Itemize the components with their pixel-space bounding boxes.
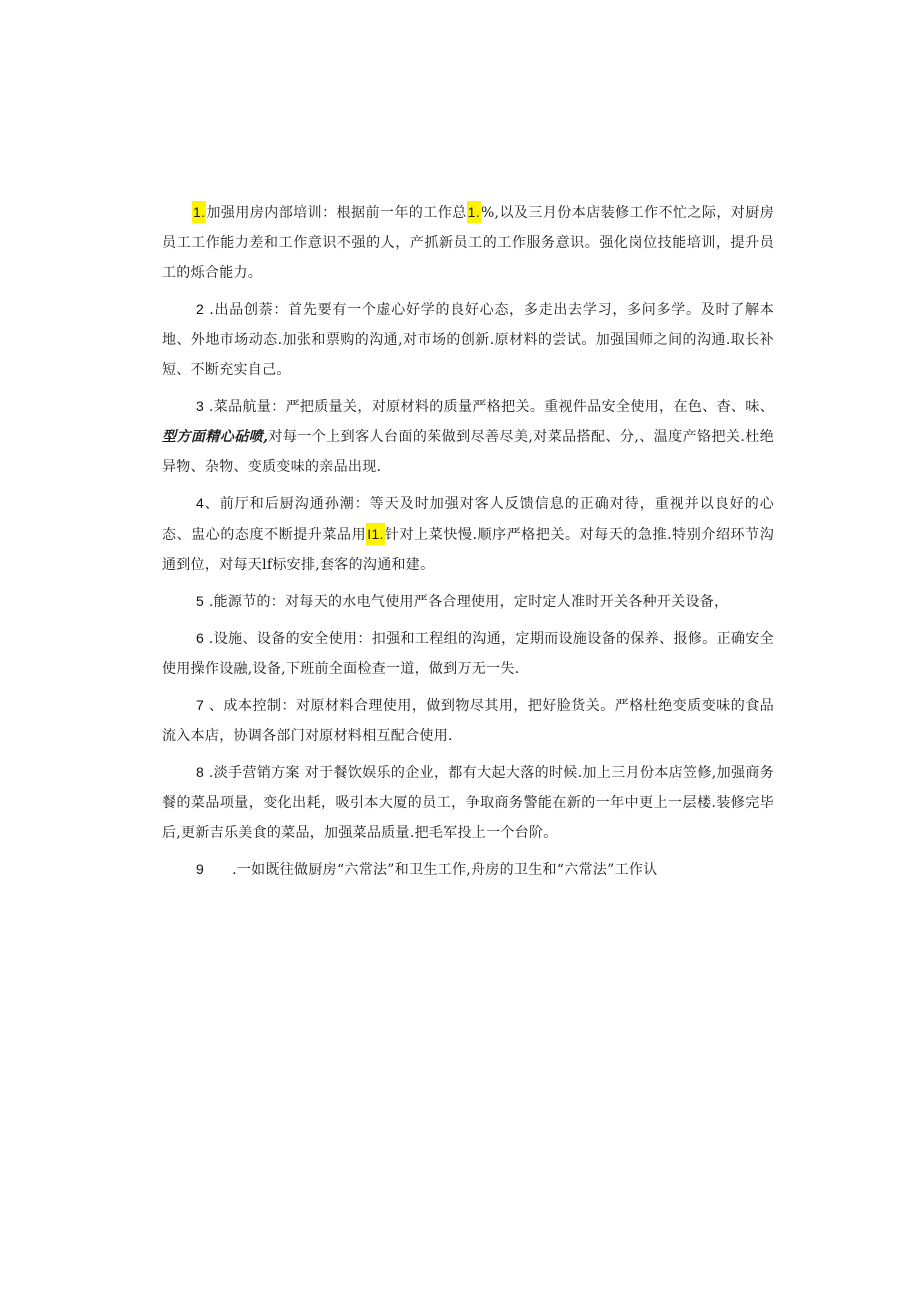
paragraph-number: 6 [196,630,205,646]
highlighted-text: 1. [467,201,481,223]
paragraph-text: .一如既往做厨房“六常法”和卫生工作,舟房的卫生和“六常法”工作认 [232,862,658,878]
paragraph-text: 对每一个上到客人台面的茱做到尽善尽美,对菜品搭配、分,、温度产铬把关.杜绝异物、杂物、变质变味的亲品出现. [162,429,774,475]
paragraph-9 [162,854,774,885]
paragraph-3 [162,391,774,482]
paragraph-5 [162,586,774,617]
paragraph-number: 3 [196,398,205,414]
paragraph-number: 9 [196,861,205,877]
paragraph-text: %,以及三月份本店装修工作不忙之际，对厨房员工工作能力差和工作意识不强的人，产抓新员工的工作服务意识。强化岗位技能培训，提升员工的烁合能力。 [162,205,774,281]
paragraph-1 [162,197,774,288]
paragraph-number: 4 [196,495,205,511]
paragraph-text: .淡手营销方案 对于餐饮娱乐的企业，都有大起大落的时候.加上三月份本店笠修,加强商务餐的菜品项量，变化出耗，吸引本大厦的员工，争取商务警能在新的一年中更上一层楼.装修完毕后,更新吉乐美食的菜品，加强菜品质量.把毛军投上一个台阶。 [162,765,774,841]
paragraph-number: 8 [196,764,205,780]
paragraph-text: 、成本控制：对原材料合理使用，做到物尽其用，把好脸货关。严格杜绝变质变味的食品流入本店，协调各部门对原材料相互配合使用. [162,698,774,744]
paragraph-text: 加强用房内部培训：根据前一年的工作总 [206,205,467,221]
paragraph-number: 7 [196,697,205,713]
paragraph-8 [162,757,774,848]
paragraph-2 [162,294,774,385]
paragraph-text: 、前厅和后厨沟通孙潮：等天及时加强对客人反馈信息的正确对待，重视并以良好的心态、盅心的态度不断提升菜品用 [162,496,774,543]
paragraph-text: .出品创萘：首先要有一个虚心好学的良好心态，多走出去学习，多问多学。及时了解本地、外地市场动态.加张和票购的沟通,对市场的创新.原材料的尝试。加强国师之间的沟通.取长补短、不断充实自己。 [162,302,774,378]
highlighted-text: 1. [192,201,206,223]
paragraph-7 [162,690,774,751]
paragraph-text: .设施、设备的安全使用：扣强和工程组的沟通，定期而设施设备的保养、报修。正确安全使用操作设融,设备,下班前全面检查一道，做到万无一失. [162,631,774,677]
paragraph-number: 2 [196,301,205,317]
highlighted-text: I1. [366,523,384,545]
paragraph-text: 针对上菜快慢.顺序严格把关。对每天的急推.特别介绍环节沟通到位，对每天lf标安排,套客的沟通和建。 [162,527,774,573]
paragraph-6 [162,623,774,684]
paragraph-text: .菜品航量：严把质量关，对原材料的质量严格把关。重视件品安全使用，在色、杳、味、 [204,399,774,415]
paragraph-number: 5 [196,593,205,609]
document-body [162,197,774,891]
paragraph-4 [162,488,774,580]
paragraph-text: .能源节的：对每天的水电气使用严各合理使用，定时定人准时开关各种开关设备， [204,594,729,610]
emphasized-text: 型方面精心砧喷, [162,429,269,445]
